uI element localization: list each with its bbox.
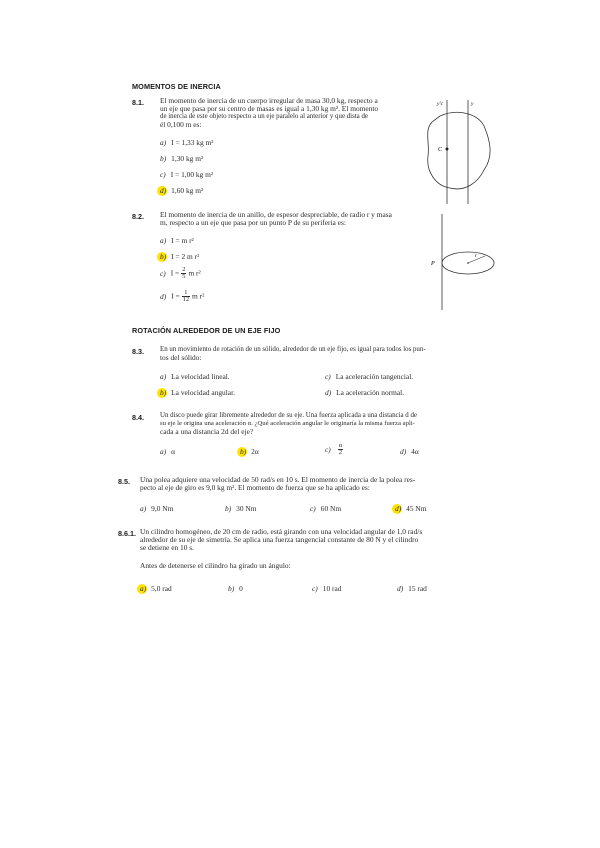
ring-center-dot [467, 262, 469, 264]
option-text: 1,60 kg m² [171, 186, 204, 195]
option-letter: c) [310, 504, 316, 513]
center-of-mass-label: C [438, 147, 443, 153]
question-stem-line: pecto al eje de giro es 9,0 kg m². El momento de fuerza que se ha aplicado es: [140, 483, 370, 492]
option-text: I = 1,00 kg m² [170, 170, 214, 179]
option-letter: a) [160, 236, 167, 245]
question-stem-line: El momento de inercia de un cuerpo irregular de masa 30,0 kg, respecto a [160, 96, 378, 105]
question-stem-line: Un disco puede girar libremente alrededor de su eje. Una fuerza aplicada a una distancia d de [160, 412, 417, 419]
axis-label-yc: y'c [437, 101, 444, 107]
axis-label-y: y [471, 101, 474, 107]
option-text: La aceleración normal. [336, 388, 405, 397]
option-letter: b) [240, 447, 247, 456]
question-number: 8.2. [132, 212, 144, 221]
answer-option-a[interactable] [160, 372, 230, 381]
option-text: 5,0 rad [151, 584, 172, 593]
option-letter: d) [160, 291, 167, 301]
answer-option-b[interactable] [160, 154, 203, 163]
answer-option-c[interactable] [325, 372, 413, 381]
answer-option-c[interactable] [160, 267, 201, 281]
fraction-denominator: 2 [338, 449, 343, 457]
question-number: 8.5. [118, 477, 130, 486]
option-letter: c) [160, 170, 166, 179]
option-text: I = [171, 291, 180, 301]
question-number: 8.6.1. [118, 529, 136, 538]
option-text: I = m r² [171, 236, 194, 245]
option-text: I = 1,33 kg m² [171, 138, 214, 147]
answer-option-c[interactable] [325, 443, 345, 457]
option-letter: a) [160, 372, 167, 381]
option-text: I = [170, 268, 180, 278]
answer-option-c[interactable] [312, 584, 341, 593]
question-stem-line: alrededor de su eje de simetría. Se aplica una fuerza tangencial constante de 80 N y el cilindro [140, 535, 419, 544]
question-stem-line: Un cilindro homogéneo, de 20 cm de radio, está girando con una velocidad angular de 1,0 rad/s [140, 527, 423, 536]
section-heading-moments-of-inertia: MOMENTOS DE INERCIA [132, 82, 221, 91]
radius-label: r [475, 253, 478, 259]
question-stem-line: cada a una distancia 2d del eje? [160, 427, 254, 436]
option-text: 0 [239, 584, 243, 593]
answer-option-a[interactable] [160, 236, 194, 245]
option-letter: a) [160, 447, 167, 456]
answer-option-d[interactable] [397, 584, 427, 593]
answer-option-d[interactable] [395, 504, 427, 513]
answer-option-b[interactable] [160, 252, 199, 261]
answer-option-b[interactable] [240, 447, 259, 456]
option-letter: d) [397, 584, 404, 593]
answer-option-d[interactable] [160, 290, 204, 304]
fraction [182, 290, 190, 304]
option-text: La aceleración tangencial. [335, 372, 414, 381]
answer-option-a[interactable] [160, 447, 175, 456]
question-number: 8.4. [132, 413, 144, 422]
fraction-numerator: 2 [182, 266, 186, 273]
fraction-denominator: 12 [182, 296, 190, 304]
fraction-denominator: 5 [182, 273, 186, 281]
answer-option-d[interactable] [325, 388, 404, 397]
option-letter: a) [140, 504, 147, 513]
question-number: 8.3. [132, 347, 144, 356]
answer-option-d[interactable] [400, 447, 419, 456]
option-text: 30 Nm [236, 504, 257, 513]
fraction [181, 267, 186, 281]
question-stem-line: Una polea adquiere una velocidad de 50 rad/s en 10 s. El momento de inercia de la polea res- [140, 475, 416, 484]
option-text: 60 Nm [320, 504, 342, 513]
question-stem-line: de inercia de este objeto respecto a un eje paralelo al anterior y que dista de [160, 113, 368, 120]
option-letter: b) [160, 388, 167, 397]
question-stem-line: tos del sólido: [160, 353, 202, 362]
option-letter: d) [325, 388, 332, 397]
option-text: 4α [411, 447, 419, 456]
option-letter: d) [400, 447, 407, 456]
option-text: La velocidad lineal. [171, 372, 230, 381]
answer-option-c[interactable] [310, 504, 341, 513]
option-letter: d) [395, 504, 402, 513]
ring-figure [425, 212, 505, 312]
fraction [338, 443, 343, 457]
answer-option-d[interactable] [160, 186, 203, 195]
option-letter: c) [160, 268, 166, 278]
option-text: m r² [192, 291, 205, 301]
option-letter: a) [160, 138, 167, 147]
question-stem-line: m, respecto a un eje que pasa por un punto P de su periferia es: [160, 218, 346, 227]
center-of-mass-dot [446, 148, 449, 151]
answer-option-c[interactable] [160, 170, 213, 179]
question-stem-line: se detiene en 10 s. [140, 543, 194, 552]
option-letter: a) [140, 584, 147, 593]
question-stem-line: un eje que pasa por su centro de masas es igual a 1,30 kg m². El momento [160, 104, 379, 113]
option-letter: b) [225, 504, 232, 513]
option-letter: b) [228, 584, 235, 593]
option-letter: b) [160, 252, 167, 261]
option-letter: c) [325, 372, 331, 381]
option-text: 1,30 kg m² [171, 154, 204, 163]
answer-option-b[interactable] [225, 504, 257, 513]
option-text: 10 rad [322, 584, 342, 593]
option-letter: c) [325, 444, 331, 454]
option-text: 45 Nm [406, 504, 427, 513]
option-text: 9,0 Nm [151, 504, 174, 513]
option-text: α [171, 447, 176, 456]
point-p-label: P [431, 261, 435, 267]
option-letter: d) [160, 186, 167, 195]
option-letter: b) [160, 154, 167, 163]
option-text: m r² [188, 268, 201, 278]
option-text: 2α [251, 447, 259, 456]
option-letter: c) [312, 584, 318, 593]
answer-option-a[interactable] [140, 584, 172, 593]
answer-option-a[interactable] [140, 504, 173, 513]
answer-option-b[interactable] [160, 388, 235, 397]
question-stem-line: él 0,100 m es: [160, 120, 202, 129]
fraction-numerator: 1 [182, 290, 190, 297]
question-stem-line: En un movimiento de rotación de un sólido, alrededor de un eje fijo, es igual para todos los pun- [160, 346, 426, 353]
fraction-numerator: α [338, 442, 343, 449]
question-stem-line: su eje le origina una aceleración α. ¿Qué aceleración angular le originaría la misma fuerza apli- [160, 420, 415, 427]
irregular-body-figure [420, 96, 495, 208]
option-text: I = 2 m r² [171, 252, 200, 261]
option-text: 15 rad [408, 584, 427, 593]
question-stem-line: El momento de inercia de un anillo, de espesor despreciable, de radio r y masa [160, 210, 392, 219]
answer-option-a[interactable] [160, 138, 213, 147]
option-text: La velocidad angular. [171, 388, 235, 397]
question-stem-line: Antes de detenerse el cilindro ha girado un ángulo: [140, 561, 291, 570]
answer-option-b[interactable] [228, 584, 243, 593]
question-number: 8.1. [132, 98, 144, 107]
section-heading-rotation-fixed-axis: ROTACIÓN ALREDEDOR DE UN EJE FIJO [132, 326, 281, 335]
